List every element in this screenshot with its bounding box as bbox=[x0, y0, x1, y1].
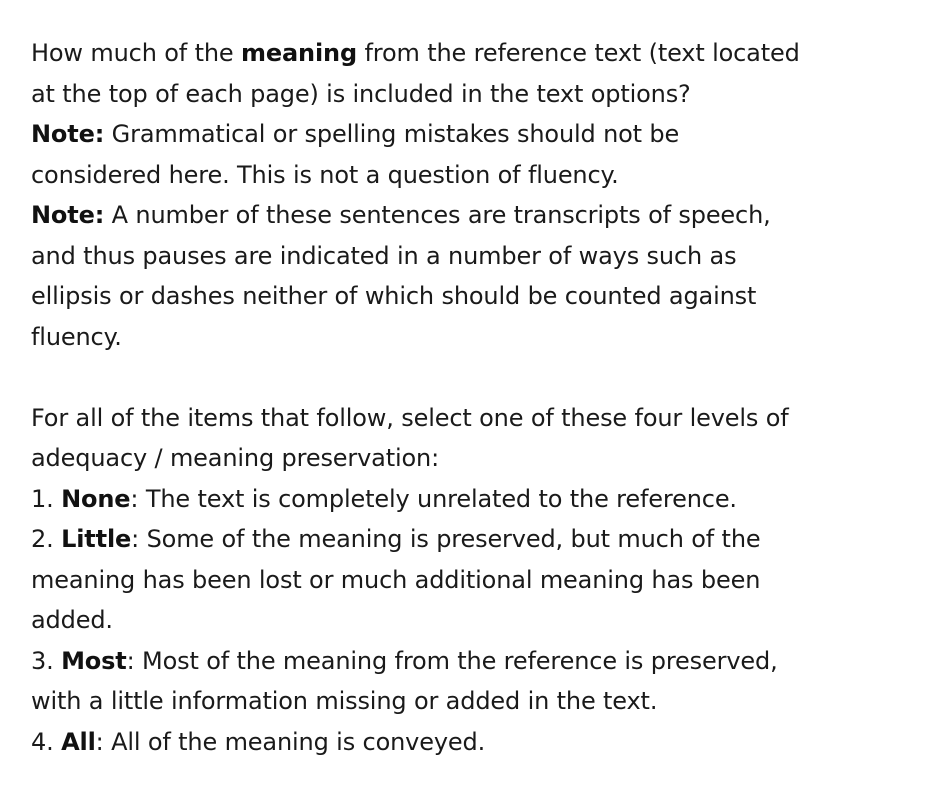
level-1-number: 1. bbox=[31, 484, 62, 513]
note-1-line-2: considered here. This is not a question of fluency. bbox=[31, 160, 619, 189]
note-2-label: Note: bbox=[31, 201, 105, 229]
question-text-end: from the reference text (text located bbox=[357, 39, 800, 67]
question-text-start: How much of the bbox=[31, 39, 241, 67]
note-1-label: Note: bbox=[31, 120, 105, 148]
level-1-description: : The text is completely unrelated to the reference. bbox=[130, 484, 737, 513]
question-line-1 bbox=[31, 33, 911, 74]
level-3-number: 3. bbox=[31, 646, 62, 675]
level-2-line-2: meaning has been lost or much additional meaning has been bbox=[31, 565, 761, 594]
question-line-2: at the top of each page) is included in the text options? bbox=[31, 79, 691, 108]
instructions-line-1: For all of the items that follow, select one of these four levels of bbox=[31, 403, 789, 432]
level-4-name: All bbox=[61, 727, 96, 756]
level-4-description: : All of the meaning is conveyed. bbox=[95, 727, 486, 756]
note-2-line-2: and thus pauses are indicated in a number of ways such as bbox=[31, 241, 737, 270]
level-1-name: None bbox=[61, 484, 131, 513]
level-4-number: 4. bbox=[31, 727, 62, 756]
instructions-text-block bbox=[31, 33, 911, 762]
level-3-description: : Most of the meaning from the reference is preserved, bbox=[126, 646, 778, 675]
note-1-text: Grammatical or spelling mistakes should not be bbox=[104, 120, 680, 148]
level-1-line-1 bbox=[31, 479, 911, 520]
level-3-line-2: with a little information missing or added in the text. bbox=[31, 687, 658, 715]
note-2-line-3: ellipsis or dashes neither of which should be counted against bbox=[31, 282, 757, 310]
level-2-description: : Some of the meaning is preserved, but much of the bbox=[131, 525, 761, 553]
spacer bbox=[31, 357, 911, 398]
instructions-line-2: adequacy / meaning preservation: bbox=[31, 444, 440, 472]
level-2-line-3: added. bbox=[31, 606, 113, 634]
note-2-line-1 bbox=[31, 195, 911, 236]
level-2-name: Little bbox=[61, 525, 132, 553]
question-emphasis-meaning: meaning bbox=[241, 39, 358, 67]
level-2-number: 2. bbox=[31, 525, 62, 553]
note-1-line-1 bbox=[31, 114, 911, 155]
note-2-text: A number of these sentences are transcripts of speech, bbox=[104, 201, 771, 229]
level-4-line-1 bbox=[31, 722, 911, 763]
level-2-line-1 bbox=[31, 519, 911, 560]
note-2-line-4: fluency. bbox=[31, 322, 122, 351]
level-3-name: Most bbox=[61, 646, 127, 675]
level-3-line-1 bbox=[31, 641, 911, 682]
